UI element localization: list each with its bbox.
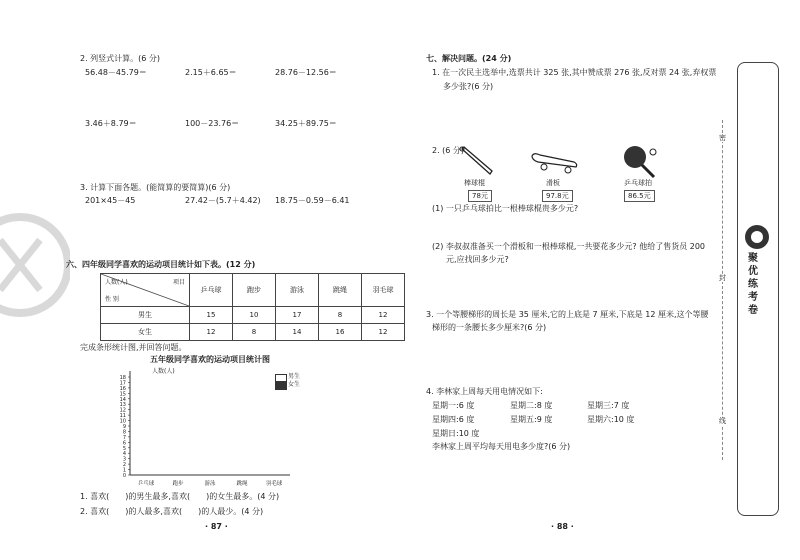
row-label: 男生 <box>101 307 190 324</box>
usage-day: 星期日:10 度 <box>432 429 480 438</box>
usage-day: 星期五:9 度 <box>510 415 553 424</box>
price-tag: 78元 <box>468 190 492 202</box>
seal-char: 封 <box>719 274 726 282</box>
ping-pong-paddle-icon <box>620 143 660 179</box>
answer-line-2: 2. 喜欢( )的人最多,喜欢( )的人最少。(4 分) <box>80 507 264 516</box>
product-name: 乒乓球拍 <box>624 179 652 187</box>
table-header: 游泳 <box>276 274 319 307</box>
seal-char: 线 <box>719 417 726 425</box>
y-tick-label: 15 <box>119 391 126 398</box>
usage-day: 星期二:8 度 <box>510 401 553 410</box>
table-cell: 8 <box>319 307 362 324</box>
y-tick-label: 13 <box>119 402 126 409</box>
usage-day: 星期三:7 度 <box>587 401 630 410</box>
legend-male-label: 男生 <box>288 373 301 380</box>
table-cell: 10 <box>233 307 276 324</box>
table-cell: 8 <box>233 324 276 341</box>
table-header: 跑步 <box>233 274 276 307</box>
q2r-title: 2. (6 分) <box>432 146 465 155</box>
chart-y-label: 人数(人) <box>152 368 175 375</box>
x-tick-label: 跳绳 <box>236 481 248 487</box>
corner-gender-label: 性 别 <box>105 296 119 303</box>
corner-item-label: 项目 <box>172 279 185 286</box>
product-name: 棒球棍 <box>464 179 485 187</box>
answer-line-1: 1. 喜欢( )的男生最多,喜欢( )的女生最多。(4 分) <box>80 492 280 501</box>
q2-item: 28.76－12.56＝ <box>275 68 337 77</box>
y-tick-label: 9 <box>122 424 126 430</box>
q3-item: 201×45－45 <box>85 196 136 205</box>
q3-item: 27.42－(5.7＋4.42) <box>185 196 261 205</box>
y-tick-label: 0 <box>122 473 126 479</box>
y-tick-label: 16 <box>119 385 126 392</box>
y-tick-label: 3 <box>122 456 126 463</box>
usage-day: 星期一:6 度 <box>432 401 475 410</box>
x-tick-label: 跑步 <box>172 481 184 487</box>
q4-question: 李林家上周平均每天用电多少度?(6 分) <box>432 442 571 451</box>
baseball-bat-icon <box>458 145 498 177</box>
table-cell: 17 <box>276 307 319 324</box>
table-cell: 12 <box>362 324 405 341</box>
y-tick-label: 10 <box>119 418 126 425</box>
x-tick-label: 乒乓球 <box>137 481 155 487</box>
q1-line2: 多少张?(6 分) <box>443 82 494 91</box>
legend-female-label: 女生 <box>288 381 301 388</box>
price-tag: 97.8元 <box>542 190 573 202</box>
sports-stat-table <box>100 273 405 341</box>
y-tick-label: 7 <box>122 434 126 441</box>
q2-title: 2. 列竖式计算。(6 分) <box>80 54 161 63</box>
table-row <box>101 324 405 341</box>
q3r-line1: 3. 一个等腰梯形的周长是 35 厘米,它的上底是 7 厘米,下底是 12 厘米,这个等腰 <box>426 310 709 319</box>
legend-swatch-male <box>275 374 287 382</box>
row-label: 女生 <box>101 324 190 341</box>
q2-item: 2.15＋6.65＝ <box>185 68 237 77</box>
y-tick-label: 4 <box>122 451 126 458</box>
table-header: 跳绳 <box>319 274 362 307</box>
y-tick-label: 1 <box>122 467 126 474</box>
q2-item: 34.25＋89.75＝ <box>275 119 337 128</box>
page-number-left: · 87 · <box>205 522 228 531</box>
y-tick-label: 18 <box>119 375 126 381</box>
y-tick-label: 11 <box>119 413 126 420</box>
section-seven-title: 七、解决问题。(24 分) <box>426 54 512 63</box>
x-tick-label: 羽毛球 <box>265 481 283 487</box>
x-tick-label: 游泳 <box>204 481 216 487</box>
table-cell: 16 <box>319 324 362 341</box>
seal-char: 密 <box>719 134 726 142</box>
table-cell: 12 <box>190 324 233 341</box>
watermark-stamp <box>0 210 70 320</box>
usage-day: 星期四:6 度 <box>432 415 475 424</box>
y-tick-label: 8 <box>122 429 126 436</box>
q2-sub2-line2: 元,应找回多少元? <box>446 255 509 264</box>
table-header: 羽毛球 <box>362 274 405 307</box>
page-number-right: · 88 · <box>551 522 574 531</box>
skateboard-icon <box>530 150 580 175</box>
chart-title: 五年级同学喜欢的运动项目统计图 <box>150 355 270 364</box>
table-corner-cell <box>101 274 190 307</box>
y-tick-label: 17 <box>119 380 126 387</box>
q2-item: 3.46＋8.79＝ <box>85 119 137 128</box>
y-tick-label: 6 <box>122 440 126 447</box>
corner-top-label: 人数(人) <box>105 279 128 286</box>
binding-line <box>722 120 723 460</box>
table-cell: 12 <box>362 307 405 324</box>
q2-sub2-line1: (2) 李叔叔准备买一个滑板和一根棒球棍,一共要花多少元? 他给了售货员 200 <box>432 242 706 251</box>
legend-swatch-female <box>275 382 287 390</box>
price-tag: 86.5元 <box>624 190 655 202</box>
q2-item: 56.48－45.79＝ <box>85 68 147 77</box>
q2-sub1: (1) 一只乒乓球拍比一根棒球棍贵多少元? <box>432 204 579 213</box>
q2-item: 100－23.76＝ <box>185 119 240 128</box>
table-cell: 14 <box>276 324 319 341</box>
y-tick-label: 5 <box>122 445 126 452</box>
product-name: 滑板 <box>546 179 560 187</box>
chart-instruction: 完成条形统计图,并回答问题。 <box>80 343 187 352</box>
q3r-line2: 梯形的一条腰长多少厘米?(6 分) <box>432 323 547 332</box>
q4-title: 4. 李林家上周每天用电情况如下: <box>426 387 543 396</box>
brand-badge-icon <box>742 222 772 252</box>
q3-title: 3. 计算下面各题。(能简算的要简算)(6 分) <box>80 183 231 192</box>
table-row <box>101 307 405 324</box>
table-cell: 15 <box>190 307 233 324</box>
y-tick-label: 12 <box>119 407 126 414</box>
brand-side-label: 聚优练考卷 <box>748 253 758 316</box>
y-tick-label: 14 <box>119 396 126 403</box>
usage-day: 星期六:10 度 <box>587 415 635 424</box>
q3-item: 18.75－0.59－6.41 <box>275 196 350 205</box>
q1-line1: 1. 在一次民主选举中,选票共计 325 张,其中赞成票 276 张,反对票 24 张,弃权票 <box>432 68 717 77</box>
y-tick-label: 2 <box>122 462 126 469</box>
table-header: 乒乓球 <box>190 274 233 307</box>
section-six-title: 六、四年级同学喜欢的运动项目统计如下表。(12 分) <box>66 260 256 269</box>
